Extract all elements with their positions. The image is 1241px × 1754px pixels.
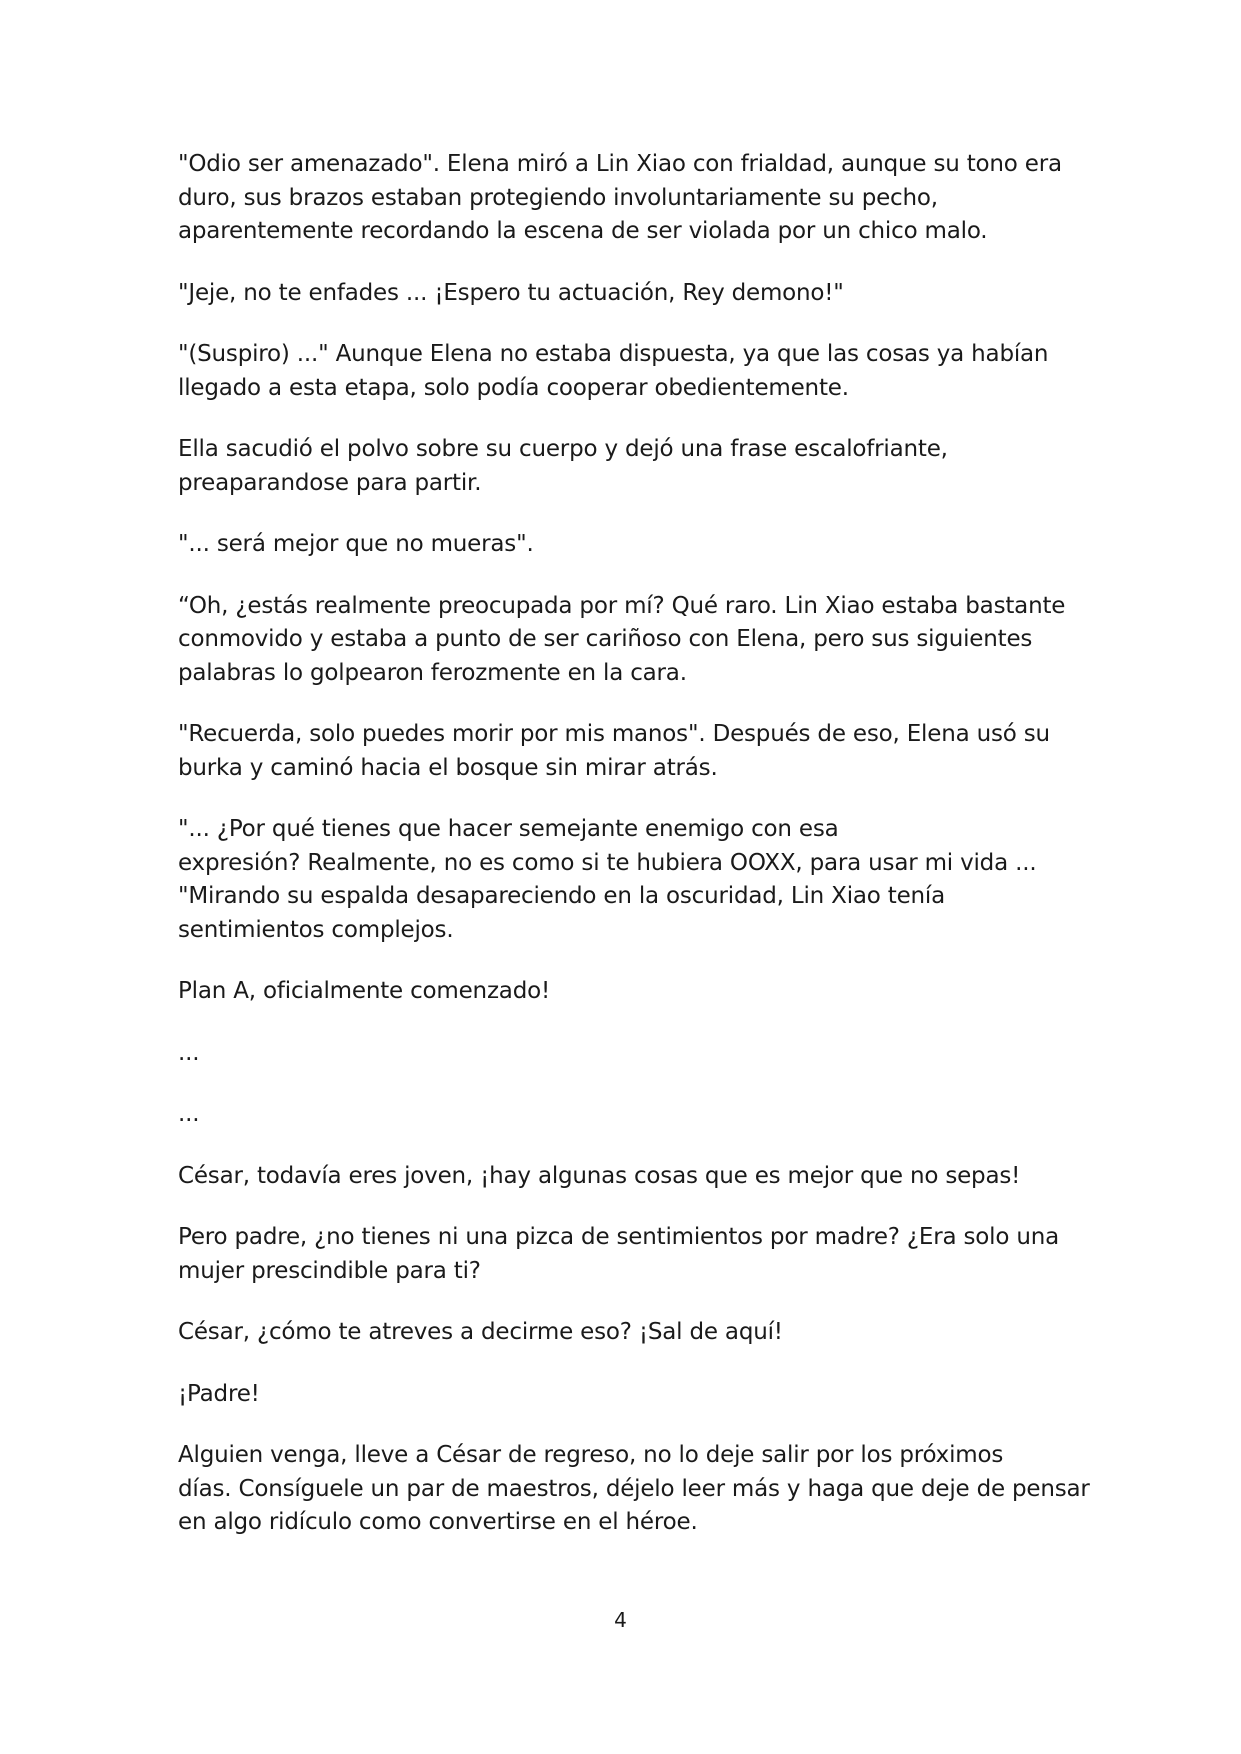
text-line: llegado a esta etapa, solo podía cooperar obedientemente. bbox=[178, 374, 849, 401]
text-line: burka y caminó hacia el bosque sin mirar atrás. bbox=[178, 754, 718, 781]
paragraph bbox=[178, 1316, 1078, 1350]
paragraph bbox=[178, 718, 1078, 785]
paragraph bbox=[178, 277, 1078, 311]
text-line: "Jeje, no te enfades ... ¡Espero tu actuación, Rey demono!" bbox=[178, 279, 844, 306]
text-line: "Recuerda, solo puedes morir por mis manos". Después de eso, Elena usó su bbox=[178, 721, 1050, 747]
text-line: "... ¿Por qué tienes que hacer semejante enemigo con esa bbox=[178, 816, 839, 842]
paragraph bbox=[178, 813, 1078, 947]
text-line: "(Suspiro) ..." Aunque Elena no estaba dispuesta, ya que las cosas ya habían bbox=[178, 341, 1049, 367]
paragraph bbox=[178, 1378, 1078, 1412]
text-line: ... bbox=[178, 1101, 200, 1127]
text-line: conmovido y estaba a punto de ser cariñoso con Elena, pero sus siguientes bbox=[178, 626, 1033, 652]
paragraph bbox=[178, 148, 1078, 249]
text-line: "Mirando su espalda desapareciendo en la oscuridad, Lin Xiao tenía bbox=[178, 883, 946, 909]
text-line: Ella sacudió el polvo sobre su cuerpo y dejó una frase escalofriante, bbox=[178, 436, 948, 462]
text-line: palabras lo golpearon ferozmente en la cara. bbox=[178, 659, 687, 686]
text-line: preaparandose para partir. bbox=[178, 469, 482, 496]
text-line: duro, sus brazos estaban protegiendo involuntariamente su pecho, bbox=[178, 184, 938, 211]
text-line: Plan A, oficialmente comenzado! bbox=[178, 978, 550, 1004]
text-line: Pero padre, ¿no tienes ni una pizca de sentimientos por madre? ¿Era solo una bbox=[178, 1224, 1059, 1250]
paragraph bbox=[178, 1439, 1090, 1540]
text-line: César, todavía eres joven, ¡hay algunas cosas que es mejor que no sepas! bbox=[178, 1162, 1021, 1189]
text-line: César, ¿cómo te atreves a decirme eso? ¡Sal de aquí! bbox=[178, 1319, 783, 1345]
text-line: en algo ridículo como convertirse en el héroe. bbox=[178, 1509, 698, 1535]
text-line: sentimientos complejos. bbox=[178, 916, 454, 943]
page-number: 4 bbox=[614, 1608, 627, 1632]
paragraph bbox=[178, 1221, 1078, 1288]
text-line: ... bbox=[178, 1039, 200, 1066]
text-line: expresión? Realmente, no es como si te hubiera OOXX, para usar mi vida ... bbox=[178, 849, 1037, 876]
text-line: "Odio ser amenazado". Elena miró a Lin Xiao con frialdad, aunque su tono era bbox=[178, 151, 1062, 177]
paragraph bbox=[178, 1098, 1078, 1132]
paragraph bbox=[178, 590, 1078, 691]
text-line: “Oh, ¿estás realmente preocupada por mí? Qué raro. Lin Xiao estaba bastante bbox=[178, 592, 1066, 619]
text-line: ¡Padre! bbox=[178, 1380, 260, 1407]
paragraph bbox=[178, 528, 1078, 562]
paragraph bbox=[178, 338, 1078, 405]
text-line: aparentemente recordando la escena de ser violada por un chico malo. bbox=[178, 218, 988, 244]
body-text bbox=[178, 148, 1090, 1568]
paragraph bbox=[178, 1160, 1078, 1194]
paragraph bbox=[178, 975, 1078, 1009]
paragraph bbox=[178, 1037, 1078, 1071]
text-line: Alguien venga, lleve a César de regreso, no lo deje salir por los próximos bbox=[178, 1442, 1004, 1468]
paragraph bbox=[178, 433, 1078, 500]
text-line: días. Consíguele un par de maestros, déjelo leer más y haga que deje de pensar bbox=[178, 1475, 1090, 1502]
text-line: mujer prescindible para ti? bbox=[178, 1257, 481, 1284]
text-line: "... será mejor que no mueras". bbox=[178, 531, 534, 557]
